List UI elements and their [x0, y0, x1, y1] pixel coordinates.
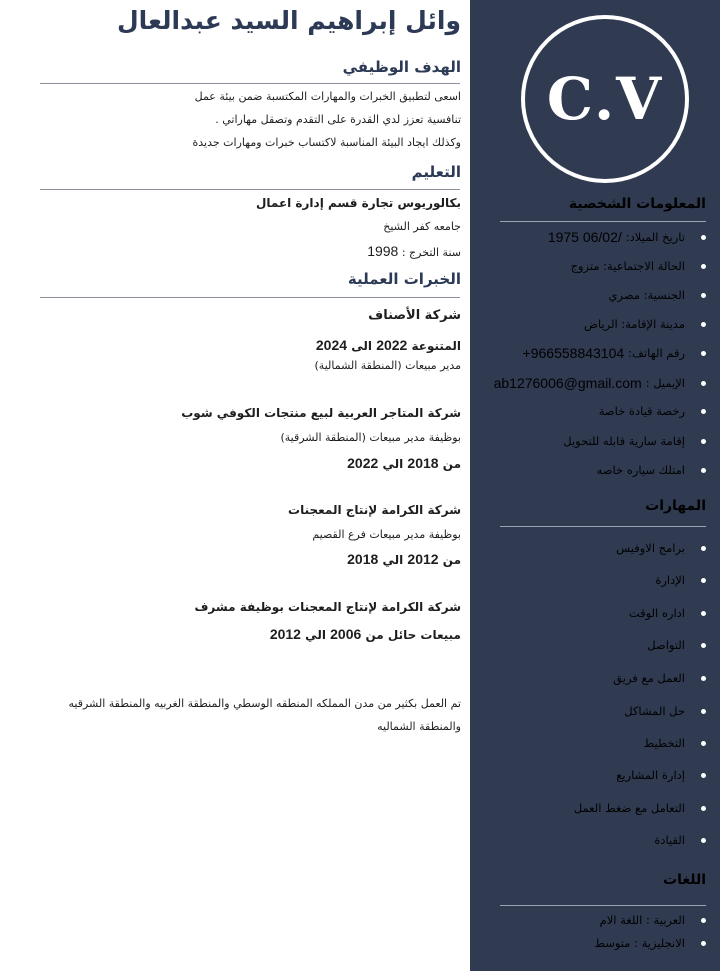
personal-item-phone: رقم الهاتف: +966558843104 — [523, 345, 706, 361]
personal-item-nationality: الجنسية: مصري — [609, 288, 707, 302]
experience-note-line: تم العمل بكثير من مدن المملكه المنطقه الوسطي والمنطقة الغربيه والمنطقة الشرقيه — [68, 697, 461, 710]
job-title: بوظيفة مدير مبيعات فرع القصيم — [312, 528, 461, 541]
bullet-icon — [701, 546, 706, 551]
skill-item: التعامل مع ضغط العمل — [574, 801, 706, 815]
bullet-icon — [701, 264, 706, 269]
job-period: من 2018 الي 2022 — [347, 455, 461, 471]
education-graduation: سنة التخرج : 1998 — [367, 243, 461, 259]
job-title: مدير مبيعات (المنطقة الشمالية) — [314, 359, 461, 372]
bullet-icon — [701, 741, 706, 746]
personal-info-divider — [500, 221, 706, 222]
objective-divider — [40, 83, 460, 84]
bullet-icon — [701, 322, 706, 327]
education-degree: بكالوريوس تجارة قسم إدارة اعمال — [255, 196, 461, 210]
bullet-icon — [701, 918, 706, 923]
skills-divider — [500, 526, 706, 527]
bullet-icon — [701, 409, 706, 414]
personal-item-birthdate: تاريخ الميلاد: 1975 06/02/ — [548, 229, 706, 245]
personal-item-marital: الحالة الاجتماعية: متزوج — [571, 259, 706, 273]
cv-badge-text: C.V — [546, 65, 664, 133]
personal-info-heading: المعلومات الشخصية — [568, 196, 706, 212]
education-heading: التعليم — [411, 163, 461, 181]
education-university: جامعه كفر الشيخ — [383, 220, 461, 233]
bullet-icon — [701, 578, 706, 583]
languages-heading: اللغات — [663, 872, 706, 888]
skill-item: برامج الاوفيس — [616, 541, 706, 555]
skill-item: اداره الوقت — [629, 606, 706, 620]
job-period: المتنوعة 2022 الى 2024 — [315, 337, 461, 353]
personal-item-city: مدينة الإقامة: الرياض — [584, 317, 706, 331]
objective-heading: الهدف الوظيفي — [342, 58, 461, 76]
bullet-icon — [701, 351, 706, 356]
personal-item-residency: إقامة سارية قابله للتحويل — [563, 434, 706, 448]
objective-line: وكذلك ايجاد البيئة المناسبة لاكتساب خبرات ومهارات جديدة — [192, 136, 461, 149]
skill-item: العمل مع فريق — [613, 671, 706, 685]
bullet-icon — [701, 611, 706, 616]
bullet-icon — [701, 643, 706, 648]
bullet-icon — [701, 676, 706, 681]
skill-item: الإدارة — [655, 573, 706, 587]
skills-heading: المهارات — [645, 498, 706, 514]
objective-line: اسعى لتطبيق الخبرات والمهارات المكتسبة ضمن بيئة عمل — [194, 90, 461, 103]
job-title: بوظيفة مدير مبيعات (المنطقة الشرقية) — [280, 431, 461, 444]
skill-item: التخطيط — [644, 736, 706, 750]
skill-item: التواصل — [647, 638, 706, 652]
education-divider — [40, 189, 460, 190]
skill-item: القيادة — [654, 833, 706, 847]
candidate-name: وائل إبراهيم السيد عبدالعال — [116, 6, 461, 35]
personal-item-car: امتلك سياره خاصه — [597, 463, 706, 477]
bullet-icon — [701, 773, 706, 778]
bullet-icon — [701, 235, 706, 240]
cv-badge — [521, 15, 689, 183]
bullet-icon — [701, 468, 706, 473]
job-company: شركة الكرامة لإنتاج المعجنات — [288, 503, 461, 517]
bullet-icon — [701, 439, 706, 444]
job-company: شركة الأصناف — [368, 308, 461, 323]
bullet-icon — [701, 381, 706, 386]
job-period: من 2012 الي 2018 — [347, 551, 461, 567]
language-item: الانجليزية : متوسط — [594, 936, 706, 950]
job-period: مبيعات حائل من 2006 الي 2012 — [269, 626, 461, 642]
skill-item: إدارة المشاريع — [616, 768, 706, 782]
skill-item: حل المشاكل — [624, 704, 706, 718]
personal-item-license: رخصة قيادة خاصة — [599, 404, 706, 418]
job-company: شركة المتاجر العربية لبيع منتجات الكوفي شوب — [181, 406, 461, 420]
experience-note-line: والمنطقة الشماليه — [377, 720, 461, 733]
experience-heading: الخبرات العملية — [347, 270, 461, 288]
bullet-icon — [701, 709, 706, 714]
bullet-icon — [701, 941, 706, 946]
language-item: العربية : اللغة الام — [600, 913, 706, 927]
experience-divider — [40, 297, 460, 298]
bullet-icon — [701, 838, 706, 843]
bullet-icon — [701, 806, 706, 811]
languages-divider — [500, 905, 706, 906]
job-company: شركة الكرامة لإنتاج المعجنات بوظيفة مشرف — [194, 600, 461, 614]
personal-item-email: الإيميل : ab1276006@gmail.com — [494, 375, 706, 391]
bullet-icon — [701, 293, 706, 298]
objective-line: تنافسية تعزز لدي القدرة على التقدم وتصقل مهاراتي . — [215, 113, 461, 126]
